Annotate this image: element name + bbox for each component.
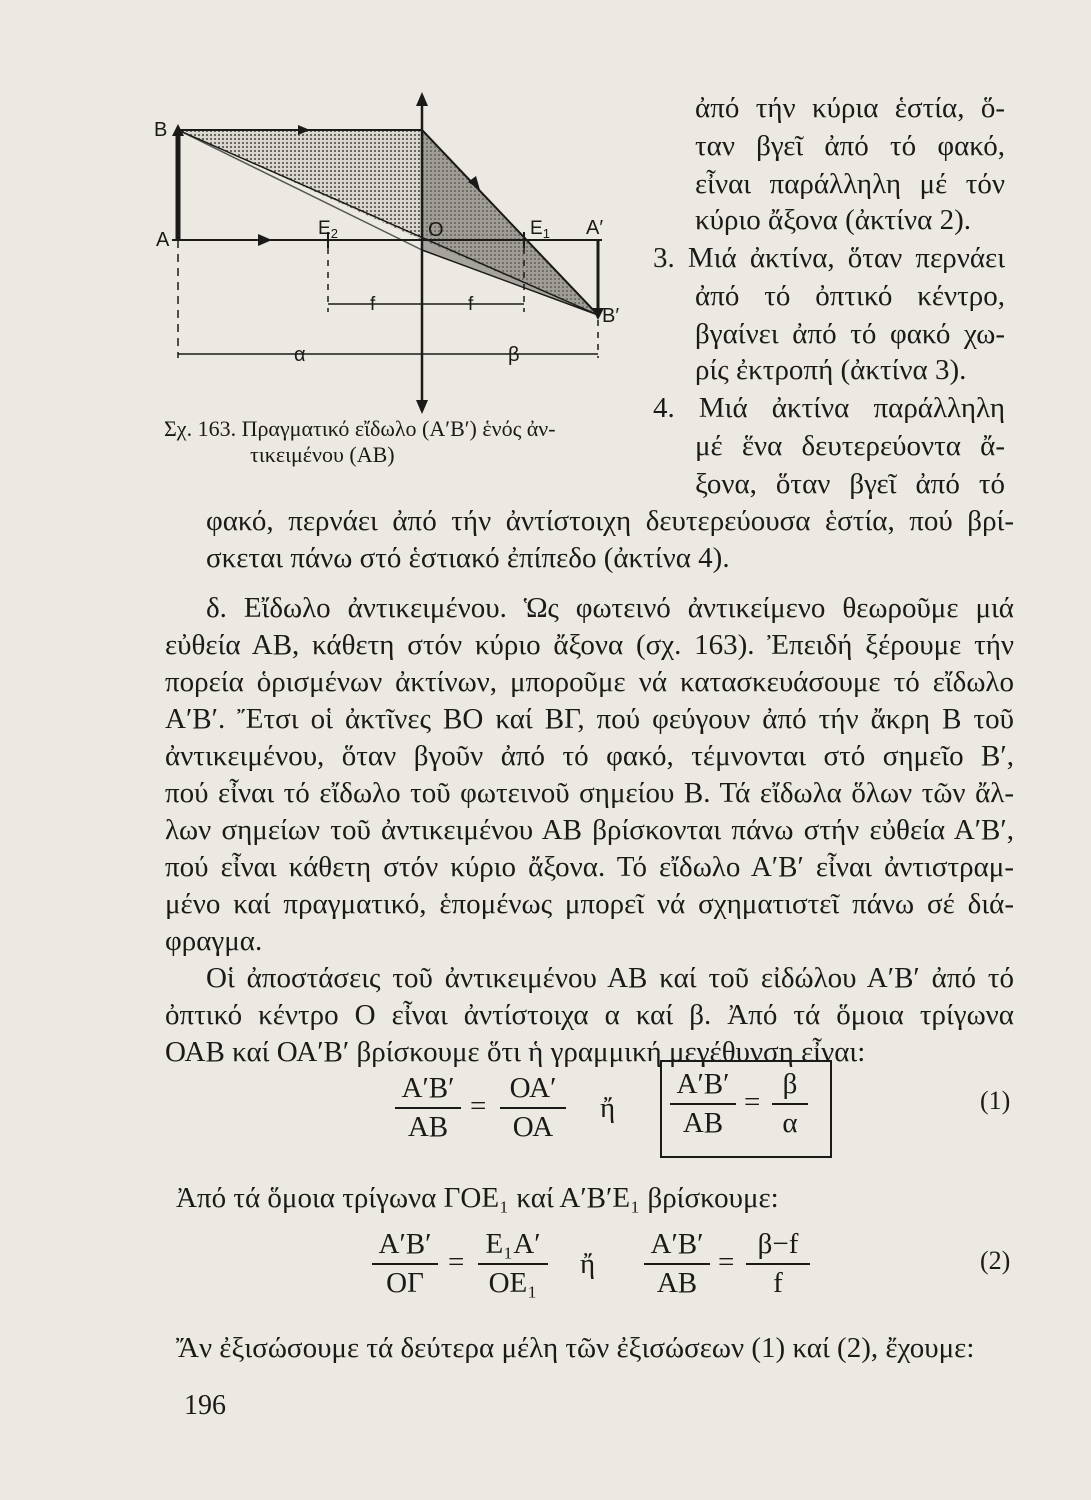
eq1-frac-1-den: ΑΒ [407, 1111, 449, 1143]
figure-caption-line2: τικειμένου (ΑΒ) [250, 442, 395, 467]
label-a: A [156, 229, 170, 251]
right-line-1: ἀπό τήν κύρια ἑστία, ὅ- [695, 92, 1005, 124]
eq1-frac-4 [772, 1068, 808, 1140]
label-alpha: α [294, 344, 306, 366]
eq2-frac-1-den: ΟΓ [386, 1267, 424, 1299]
label-f-right: f [468, 294, 474, 315]
page-number: 196 [184, 1390, 226, 1421]
lens-bottom-arrow [416, 400, 428, 414]
body-line-13: Οἱ ἀποστάσεις τοῦ ἀντικειμένου ΑΒ καί τοῦ εἰδώλου Α′Β′ ἀπό τό [206, 962, 1014, 994]
body-line-10: πού εἶναι κάθετη στόν κύριο ἄξονα. Τό εἴδωλο Α′Β′ εἶναι ἀντιστραμ- [165, 851, 1014, 883]
eq2-frac-2-num: Ε₁Α′ [478, 1228, 548, 1265]
label-e1: $E_1$ [530, 218, 550, 241]
eq1-frac-4-num: β [772, 1068, 808, 1105]
eq1-or: ἤ [600, 1092, 616, 1124]
eq2-frac-3-num: Α′Β′ [644, 1228, 710, 1265]
eq2-frac-3-den: ΑΒ [656, 1267, 698, 1299]
label-a-prime: A′ [586, 217, 604, 239]
figure-caption-line1: Σχ. 163. Πραγματικό εἴδωλο (Α′Β′) ἑνός ἀν- [164, 416, 556, 441]
right-line-8: ρίς ἐκτροπή (ἀκτίνα 3). [695, 354, 967, 386]
eq2-frac-4-num: β−f [746, 1228, 810, 1265]
eq2-equals-2: = [718, 1246, 735, 1278]
body-line-1: φακό, περνάει ἀπό τήν ἀντίστοιχη δευτερεύουσα ἑστία, πού βρί- [206, 505, 1014, 537]
body-line-6: Α′Β′. Ἔτσι οἱ ἀκτῖνες ΒΟ καί ΒΓ, πού φεύγουν ἀπό τήν ἄκρη Β τοῦ [165, 703, 1014, 735]
right-line-10: μέ ἕνα δευτερεύοντα ἄ- [695, 430, 1005, 462]
eq2-equals: = [448, 1246, 465, 1278]
eq1-frac-1-num: Α′Β′ [395, 1072, 461, 1109]
right-line-6: ἀπό τό ὀπτικό κέντρο, [695, 280, 1005, 312]
right-line-5: 3. Μιά ἀκτίνα, ὅταν περνάει [653, 242, 1005, 274]
eq1-frac-2-den: ΟΑ [512, 1111, 554, 1143]
body-line-12: φραγμα. [165, 925, 263, 957]
eq2-frac-3 [644, 1228, 710, 1300]
section-d-heading-line: δ. Εἴδωλο ἀντικειμένου. Ὡς φωτεινό ἀντικείμενο θεωροῦμε μιά [206, 592, 1014, 624]
body-line-5: πορεία ὁρισμένων ἀκτίνων, μποροῦμε νά κατασκευάσουμε τό εἴδωλο [165, 666, 1014, 698]
body-line-16: Ἀπό τά ὅμοια τρίγωνα ΓΟΕ₁ καί Α′Β′Ε₁ βρίσκουμε: [176, 1182, 779, 1214]
body-line-2: σκεται πάνω στό ἑστιακό ἐπίπεδο (ἀκτίνα 4). [206, 542, 730, 574]
right-line-3: εἶναι παράλληλη μέ τόν [695, 168, 1005, 200]
lens-top-arrow [416, 92, 428, 106]
eq1-frac-2-num: ΟΑ′ [500, 1072, 566, 1109]
eq2-frac-4 [746, 1228, 810, 1300]
label-b: B [154, 119, 168, 141]
eq2-frac-4-den: f [773, 1267, 783, 1299]
label-o: O [428, 219, 444, 241]
label-e2: $E_2$ [318, 218, 338, 241]
right-line-4: κύριο ἄξονα (ἀκτίνα 2). [695, 204, 971, 236]
right-line-11: ξονα, ὅταν βγεῖ ἀπό τό [695, 468, 1005, 500]
eq1-equals: = [470, 1090, 487, 1122]
right-line-7: βγαίνει ἀπό τό φακό χω- [695, 318, 1005, 350]
eq1-frac-3 [670, 1068, 736, 1140]
eq1-frac-3-den: ΑΒ [682, 1107, 724, 1139]
eq2-frac-2 [478, 1228, 548, 1300]
label-f-left: f [370, 294, 376, 315]
body-line-11: μένο καί πραγματικό, ἑπομένως μπορεῖ νά σχηματιστεῖ πάνω σέ διά- [165, 888, 1014, 920]
eq1-tag: (1) [980, 1086, 1011, 1115]
body-line-15: ΟΑΒ καί ΟΑ′Β′ βρίσκουμε ὅτι ἡ γραμμική μεγέθυνση εἶναι: [165, 1036, 866, 1068]
body-line-7: ἀντικειμένου, ὅταν βγοῦν ἀπό τό φακό, τέμνονται στό σημεῖο Β′, [165, 740, 1014, 772]
eq1-frac-1 [395, 1072, 461, 1144]
label-b-prime: B′ [602, 305, 620, 327]
eq2-frac-1 [372, 1228, 438, 1300]
eq2-frac-2-den: ΟΕ₁ [488, 1267, 538, 1299]
eq1-frac-3-num: Α′Β′ [670, 1068, 736, 1105]
eq1-frac-2 [500, 1072, 566, 1144]
ray-arrow-3 [258, 234, 272, 246]
body-line-14: ὀπτικό κέντρο Ο εἶναι ἀντίστοιχα α καί β. Ἀπό τά ὅμοια τρίγωνα [165, 999, 1014, 1031]
right-line-2: ταν βγεῖ ἀπό τό φακό, [695, 130, 1005, 162]
eq2-frac-1-num: Α′Β′ [372, 1228, 438, 1265]
eq1-frac-4-den: α [782, 1107, 798, 1139]
body-line-9: λων σημείων τοῦ ἀντικειμένου ΑΒ βρίσκονται πάνω στήν εὐθεία Α′Β′, [165, 814, 1014, 846]
eq1-equals-2: = [744, 1086, 761, 1118]
right-line-9: 4. Μιά ἀκτίνα παράλληλη [653, 392, 1005, 424]
eq2-tag: (2) [980, 1246, 1011, 1275]
lens-diagram [150, 90, 630, 420]
eq2-or: ἤ [580, 1248, 596, 1280]
label-beta: β [508, 344, 520, 366]
body-line-4: εὐθεία ΑΒ, κάθετη στόν κύριο ἄξονα (σχ. 163). Ἐπειδή ξέρουμε τήν [165, 629, 1014, 661]
body-line-17: Ἄν ἐξισώσουμε τά δεύτερα μέλη τῶν ἐξισώσεων (1) καί (2), ἔχουμε: [176, 1332, 975, 1364]
body-line-8: πού εἶναι τό εἴδωλο τοῦ φωτεινοῦ σημείου Β. Τά εἴδωλα ὅλων τῶν ἄλ- [165, 777, 1014, 809]
